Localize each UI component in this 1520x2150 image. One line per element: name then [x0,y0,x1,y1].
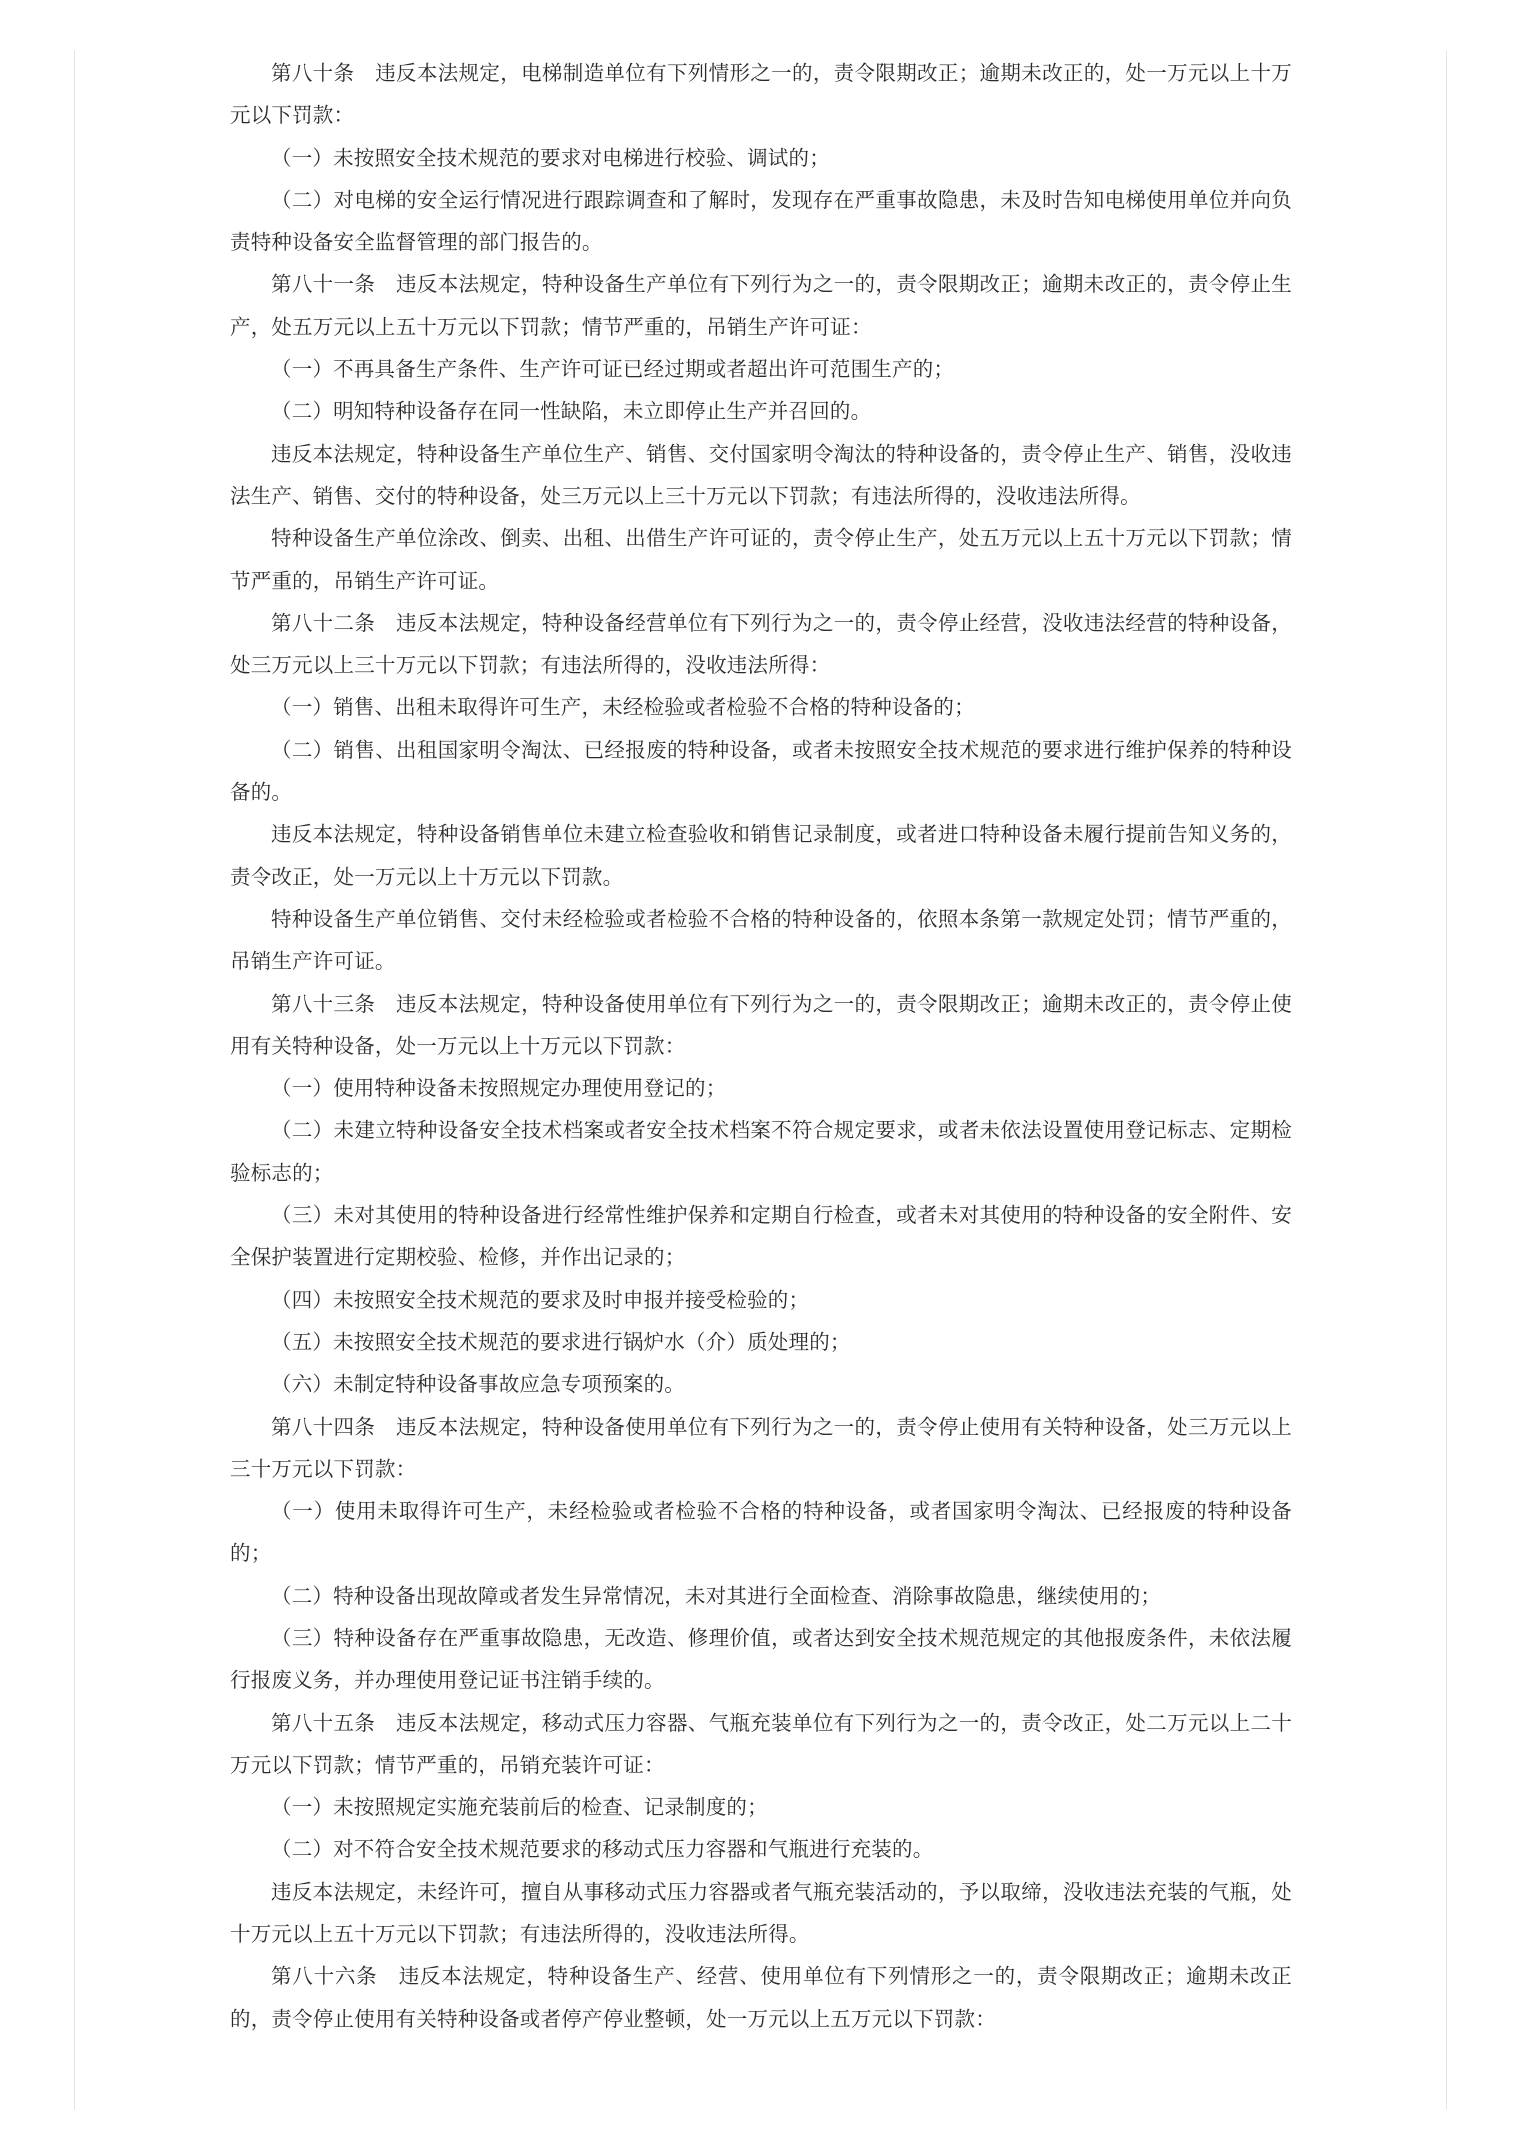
article-81-item-2: （二）明知特种设备存在同一性缺陷，未立即停止生产并召回的。 [271,399,872,424]
article-85-paragraph: 第八十五条 违反本法规定，移动式压力容器、气瓶充装单位有下列行为之一的，责令改正，处二万元以上二十万元以下罚款；情节严重的，吊销充装许可证： [230,1710,1292,1777]
article-85-item-1: （一）未按照规定实施充装前后的检查、记录制度的； [271,1795,768,1820]
article-82-item-1: （一）销售、出租未取得许可生产，未经检验或者检验不合格的特种设备的； [271,695,975,720]
article-82-clause-2: 违反本法规定，特种设备销售单位未建立检查验收和销售记录制度，或者进口特种设备未履行提前告知义务的，责令改正，处一万元以上十万元以下罚款。 [230,822,1292,889]
article-83-item-1: （一）使用特种设备未按照规定办理使用登记的； [271,1076,727,1101]
article-81-item-1: （一）不再具备生产条件、生产许可证已经过期或者超出许可范围生产的； [271,357,955,382]
article-85-item-2: （二）对不符合安全技术规范要求的移动式压力容器和气瓶进行充装的。 [271,1837,934,1862]
page-border-right [1446,50,1447,2110]
article-84-item-3: （三）特种设备存在严重事故隐患，无改造、修理价值，或者达到安全技术规范规定的其他报废条件，未依法履行报废义务，并办理使用登记证书注销手续的。 [230,1625,1292,1693]
article-81-clause-2: 违反本法规定，特种设备生产单位生产、销售、交付国家明令淘汰的特种设备的，责令停止生产、销售，没收违法生产、销售、交付的特种设备，处三万元以上三十万元以下罚款；有违法所得的，没收违法所得。 [230,441,1292,508]
article-85-clause-2: 违反本法规定，未经许可，擅自从事移动式压力容器或者气瓶充装活动的，予以取缔，没收违法充装的气瓶，处十万元以上五十万元以下罚款；有违法所得的，没收违法所得。 [230,1879,1292,1947]
page-border-left [74,50,75,2110]
article-86-paragraph: 第八十六条 违反本法规定，特种设备生产、经营、使用单位有下列情形之一的，责令限期改正；逾期未改正的，责令停止使用有关特种设备或者停产停业整顿，处一万元以上五万元以下罚款： [230,1964,1292,2031]
article-82-paragraph: 第八十二条 违反本法规定，特种设备经营单位有下列行为之一的，责令停止经营，没收违法经营的特种设备，处三万元以上三十万元以下罚款；有违法所得的，没收违法所得： [230,610,1292,678]
article-80-item-1: （一）未按照安全技术规范的要求对电梯进行校验、调试的； [271,145,830,170]
article-83-item-5: （五）未按照安全技术规范的要求进行锅炉水（介）质处理的； [271,1329,851,1354]
article-83-paragraph: 第八十三条 违反本法规定，特种设备使用单位有下列行为之一的，责令限期改正；逾期未改正的，责令停止使用有关特种设备，处一万元以上十万元以下罚款： [230,991,1292,1058]
article-82-clause-3: 特种设备生产单位销售、交付未经检验或者检验不合格的特种设备的，依照本条第一款规定处罚；情节严重的，吊销生产许可证。 [230,906,1292,974]
article-84-paragraph: 第八十四条 违反本法规定，特种设备使用单位有下列行为之一的，责令停止使用有关特种设备，处三万元以上三十万元以下罚款： [230,1414,1292,1481]
article-84-item-1: （一）使用未取得许可生产，未经检验或者检验不合格的特种设备，或者国家明令淘汰、已经报废的特种设备的； [230,1499,1292,1566]
article-80-item-2: （二）对电梯的安全运行情况进行跟踪调查和了解时，发现存在严重事故隐患，未及时告知电梯使用单位并向负责特种设备安全监督管理的部门报告的。 [230,187,1292,255]
article-80-paragraph: 第八十条 违反本法规定，电梯制造单位有下列情形之一的，责令限期改正；逾期未改正的，处一万元以上十万元以下罚款： [230,61,1292,128]
article-84-item-2: （二）特种设备出现故障或者发生异常情况，未对其进行全面检查、消除事故隐患，继续使用的； [271,1583,1162,1608]
article-83-item-2: （二）未建立特种设备安全技术档案或者安全技术档案不符合规定要求，或者未依法设置使用登记标志、定期检验标志的； [230,1118,1292,1185]
article-82-item-2: （二）销售、出租国家明令淘汰、已经报废的特种设备，或者未按照安全技术规范的要求进行维护保养的特种设备的。 [230,737,1292,805]
article-81-clause-3: 特种设备生产单位涂改、倒卖、出租、出借生产许可证的，责令停止生产，处五万元以上五十万元以下罚款；情节严重的，吊销生产许可证。 [230,526,1292,593]
article-81-paragraph: 第八十一条 违反本法规定，特种设备生产单位有下列行为之一的，责令限期改正；逾期未改正的，责令停止生产，处五万元以上五十万元以下罚款；情节严重的，吊销生产许可证： [230,272,1292,339]
article-83-item-3: （三）未对其使用的特种设备进行经常性维护保养和定期自行检查，或者未对其使用的特种设备的安全附件、安全保护装置进行定期校验、检修，并作出记录的； [230,1203,1292,1270]
document-body [230,52,1292,2040]
article-83-item-4: （四）未按照安全技术规范的要求及时申报并接受检验的； [271,1287,810,1312]
article-83-item-6: （六）未制定特种设备事故应急专项预案的。 [271,1372,685,1397]
